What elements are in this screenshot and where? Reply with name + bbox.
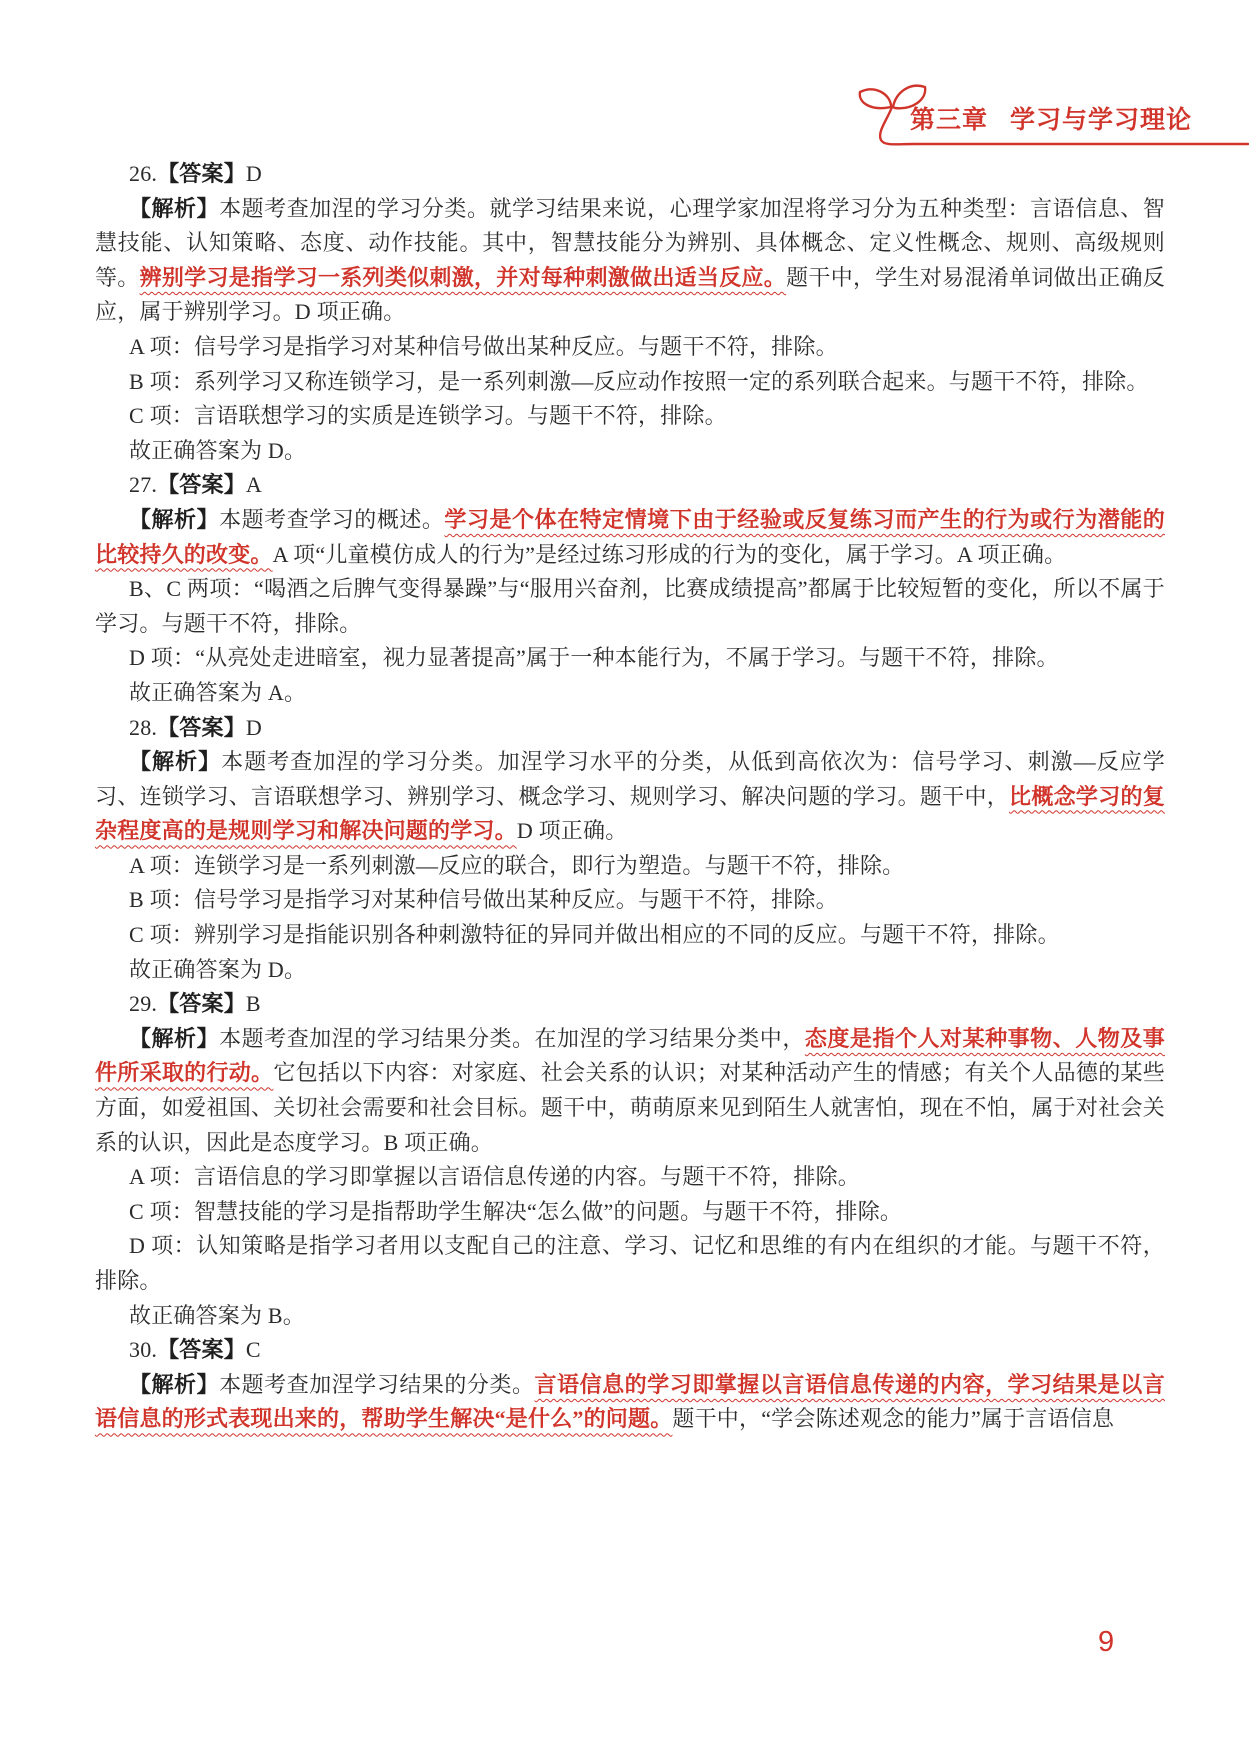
text-run: 30. [129,1337,158,1363]
text-run: D [245,714,263,740]
paragraph [95,365,1165,400]
paragraph [95,1195,1165,1230]
text-run: D 项：“从亮处走进暗室，视力显著提高”属于一种本能行为，不属于学习。与题干不符，排除。 [129,645,1059,671]
chapter-header [848,80,1249,150]
text-run: C 项：辨别学习是指能识别各种刺激特征的异同并做出相应的不同的反应。与题干不符，排除。 [129,922,1060,948]
text-run: C 项：言语联想学习的实质是连锁学习。与题干不符，排除。 [129,403,727,429]
text-run: D 项正确。 [516,818,628,844]
paragraph [95,953,1165,988]
text-run: 26. [129,161,158,186]
text-run: 【解析】 [129,506,220,532]
text-run: 【答案】 [157,1337,246,1363]
text-run: A 项：信号学习是指学习对某种信号做出某种反应。与题干不符，排除。 [129,333,838,359]
paragraph [95,849,1165,884]
paragraph [95,468,1165,503]
chapter-title [910,100,1230,136]
text-run: 本题考查加涅的学习结果分类。在加涅的学习结果分类中， [219,1025,805,1051]
paragraph [95,711,1165,746]
chapter-title-text: 学习与学习理论 [1010,106,1193,134]
text-run: 27. [129,472,158,498]
paragraph [95,399,1165,434]
text-run: 故正确答案为 B。 [129,1302,305,1328]
text-run: B [245,991,261,1017]
paragraph [95,676,1165,711]
paragraph [95,641,1165,676]
text-run: 题干中，“学会陈述观念的能力”属于言语信息 [672,1406,1115,1432]
text-run: 【解析】 [129,1371,220,1397]
paragraph [95,330,1165,365]
paragraph [95,503,1165,572]
text-run: D 项：认知策略是指学习者用以支配自己的注意、学习、记忆和思维的有内在组织的才能。与题干不符，排除。 [95,1233,1165,1293]
text-run: 28. [129,714,158,740]
text-run: 【答案】 [157,714,246,740]
text-run: 本题考查加涅的学习分类。就学习结果来说，心理学家加涅将学习分为五种类型：言语信息、智慧技能、认知策略、态度、动作技能。其中，智慧技能分为辨别、具体概念、定义性概念、规则、高级规则等。 [95,195,1165,290]
text-run: 本题考查加涅的学习分类。加涅学习水平的分类，从低到高依次为：信号学习、刺激—反应学习、连锁学习、言语联想学习、辨别学习、概念学习、规则学习、解决问题的学习。题干中， [95,749,1165,809]
paragraph [95,1333,1165,1368]
paragraph [95,987,1165,1022]
paragraph [95,1229,1165,1298]
text-run: 【答案】 [157,161,246,186]
text-run: B、C 两项：“喝酒之后脾气变得暴躁”与“服用兴奋剂，比赛成绩提高”都属于比较短暂的变化，所以不属于学习。与题干不符，排除。 [95,576,1165,636]
paragraph [95,745,1165,849]
text-run: A 项：言语信息的学习即掌握以言语信息传递的内容。与题干不符，排除。 [129,1164,860,1190]
text-run: D [245,161,263,186]
text-run: 本题考查学习的概述。 [219,506,445,532]
chapter-number-label: 第三章 [910,106,989,134]
text-run: C [245,1337,261,1363]
highlighted-text: 态度是指个人对某种事物、人物及事件所采取的行动。 [95,1025,1166,1086]
highlighted-text: 学习是个体在特定情境下由于经验或反复练习而产生的行为或行为潜能的比较持久的改变。 [95,506,1165,567]
text-run: 【解析】 [129,1025,220,1051]
text-run: 故正确答案为 D。 [129,437,307,463]
text-run: A 项“儿童模仿成人的行为”是经过练习形成的行为的变化，属于学习。A 项正确。 [272,541,1067,567]
page-number: 9 [1098,1626,1115,1658]
paragraph [95,1160,1165,1195]
text-run: 故正确答案为 A。 [129,679,307,705]
paragraph [95,883,1165,918]
paragraph [95,918,1165,953]
text-run: C 项：智慧技能的学习是指帮助学生解决“怎么做”的问题。与题干不符，排除。 [129,1198,903,1224]
paragraph [95,572,1165,641]
text-run: 【解析】 [129,749,222,775]
text-run: A 项：连锁学习是一系列刺激—反应的联合，即行为塑造。与题干不符，排除。 [129,852,905,878]
paragraph [95,1299,1165,1334]
paragraph [95,192,1165,330]
answer-explanations [95,157,1165,1437]
paragraph [95,157,1165,192]
text-run: 【答案】 [157,991,246,1017]
text-run: 故正确答案为 D。 [129,956,307,982]
highlighted-text: 比概念学习的复杂程度高的是规则学习和解决问题的学习。 [95,783,1166,844]
text-run: B 项：信号学习是指学习对某种信号做出某种反应。与题干不符，排除。 [129,887,838,913]
text-run: B 项：系列学习又称连锁学习，是一系列刺激—反应动作按照一定的系列联合起来。与题干不符，排除。 [129,368,1149,394]
text-run: 题干中，学生对易混淆单词做出正确反应，属于辨别学习。D 项正确。 [95,264,1166,325]
text-run: A [245,472,263,498]
paragraph [95,1022,1165,1160]
paragraph [95,434,1165,469]
text-run: 【解析】 [129,195,220,221]
paragraph [95,1368,1165,1437]
text-run: 它包括以下内容：对家庭、社会关系的认识；对某种活动产生的情感；有关个人品德的某些方面，如爱祖国、关切社会需要和社会目标。题干中，萌萌原来见到陌生人就害怕，现在不怕，属于对社会关系的认识，因此是态度学习。B 项正确。 [95,1060,1165,1155]
text-run: 29. [129,991,158,1017]
highlighted-text: 言语信息的学习即掌握以言语信息传递的内容，学习结果是以言语信息的形式表现出来的，帮助学生解决“是什么”的问题。 [95,1371,1165,1432]
text-run: 【答案】 [157,472,246,498]
text-run: 本题考查加涅学习结果的分类。 [219,1371,535,1397]
highlighted-text: 辨别学习是指学习一系列类似刺激，并对每种刺激做出适当反应。 [139,264,787,290]
